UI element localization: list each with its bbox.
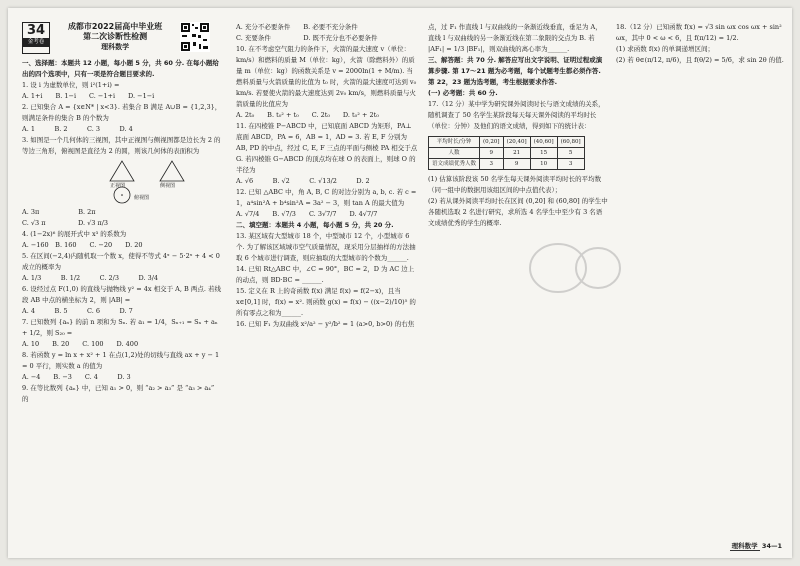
col2-line: C. 充要条件 D. 既不充分也不必要条件: [236, 34, 378, 42]
reading-stats-table: [428, 136, 585, 170]
volume-badge: [22, 22, 50, 54]
title-line-3: 理科数学: [101, 43, 130, 51]
badge-sub: 金考卷: [23, 38, 49, 47]
table-cell: (20,40]: [503, 137, 530, 148]
col1-line: A. −4 B. −3 C. 4 D. 3: [22, 373, 131, 381]
col1-line: A. −160 B. 160 C. −20 D. 20: [22, 241, 143, 249]
table-cell: (0,20]: [480, 137, 504, 148]
col1-line: 5. 在区间(−2,4)内随机取一个数 x，使得不等式 4ˣ − 5·2ˣ + 4 < 0 成立的概率为: [22, 252, 220, 271]
page-footer: [730, 541, 782, 550]
col1-line: A. 3π B. 2π: [22, 208, 96, 216]
top-view-center: [121, 194, 123, 196]
front-view-triangle: [110, 161, 134, 181]
table-row: [429, 148, 585, 159]
col3-line: (2) 若从课外阅读平均时长在区间 (0,20] 和 (60,80] 的学生中各随机选取 2 名进行研究，求所选 4 名学生中至少有 3 名语文成绩优秀的学生的概率.: [428, 197, 608, 227]
col1-line: 9. 在等比数列 {aₙ} 中，已知 a₁ > 0，则 “a₂ > a₃” 是 “a₃ > a₄” 的: [22, 384, 215, 403]
col2-line: A. √7/4 B. √7/3 C. 3√7/7 D. 4√7/7: [236, 210, 378, 218]
col3-line: 17.（12 分）某中学为研究课外阅读时长与语文成绩的关系，随机调查了 50 名学生某阶段每天每天课外阅读的平均时长（单位：分钟）及他们的语文成绩，得到如下的统计表：: [428, 100, 605, 130]
footer-subject: 理科数学: [731, 542, 758, 550]
exam-page: [8, 8, 792, 558]
table-cell: 3: [480, 159, 504, 170]
col1-line: 2. 已知集合 A = {x∈N* | x<3}. 若集合 B 满足 A∪B = {1,2,3}，则满足条件的集合 B 的个数为: [22, 103, 222, 122]
table-cell: 人数: [429, 148, 480, 159]
exam-header: [22, 22, 222, 54]
table-row: [429, 137, 585, 148]
col2-line: A. √6 B. √2 C. √13/2 D. 2: [236, 177, 370, 185]
column-1: [22, 22, 222, 405]
col1-line: 6. 设经过点 F(1,0) 的直线与抛物线 y² = 4x 相交于 A, B 两点. 若线段 AB 中点的横坐标为 2，则 |AB| =: [22, 285, 221, 304]
col2-line: 13. 某区域有大型城市 18 个，中型城市 12 个，小型城市 6 个. 为了解该区域城市空气质量情况，现采用分层抽样的方法抽取 6 个城市进行调查，则应抽取的大型城市的个数为______.: [236, 232, 416, 262]
col2-line: 16. 已知 F₁ 为双曲线 x²/a² − y²/b² = 1 (a>0, b>0) 的右焦: [236, 320, 415, 328]
col1-line: A. 10 B. 20 C. 100 D. 400: [22, 340, 139, 348]
column-3: [428, 22, 608, 229]
col2-line: A. 2t₀ B. t₀² + t₀ C. 2t₀ D. t₀² + 2t₀: [236, 111, 379, 119]
col2-line: 10. 在不考虑空气阻力的条件下，火箭的最大速度 v（单位：km/s）和燃料的质量 M（单位：kg），火箭（除燃料外）的质量 m（单位：kg）的函数关系是 v = 2000ln(1 + M/m). 当燃料质量与火箭质量的比值为 t₀ 时，火箭的最大速度可达到 v₀ km/s. 若要使火箭的最大速度达到 2v₀ km/s，则燃料质量与火箭质量的比值应为: [236, 45, 417, 108]
column-2: [236, 22, 418, 330]
table-cell: 21: [503, 148, 530, 159]
col1-line: 8. 若函数 y = ln x + x² + 1 在点(1,2)处的切线与直线 ax + y − 1 = 0 平行，则实数 a 的值为: [22, 351, 220, 370]
table-cell: 9: [503, 159, 530, 170]
table-cell: 10: [530, 159, 557, 170]
col1-line: 7. 已知数列 {aₙ} 的前 n 项和为 Sₙ. 若 a₁ = 1/4，Sₙ₊₁ = Sₙ + aₙ + 1/2，则 S₂₀ =: [22, 318, 218, 337]
col2-line: 14. 已知 Rt△ABC 中，∠C = 90°，BC = 2，D 为 AC 边上的动点，则 BD·BC = ______.: [236, 265, 415, 284]
col1-line: A. 1 B. 2 C. 3 D. 4: [22, 125, 133, 133]
col2-line: 二、填空题：本题共 4 小题，每小题 5 分，共 20 分.: [236, 221, 394, 229]
side-view-triangle: [160, 161, 184, 181]
table-cell: 3: [557, 159, 584, 170]
side-view-label: 侧视图: [160, 183, 176, 189]
exam-title: [56, 22, 174, 52]
three-view-figure: [22, 159, 222, 205]
col1-line: 3. 如图是一个几何体的三视图，其中正视图与侧视图都是边长为 2 的等边三角形，俯视图是直径为 2 的圆，则该几何体的表面积为: [22, 136, 221, 155]
col4-line: 18.（12 分）已知函数 f(x) = √3 sin ωx cos ωx + sin² ωx，其中 0 < ω < 6，且 f(π/12) = 1/2.: [616, 23, 782, 42]
table-cell: 9: [480, 148, 504, 159]
col1-line: 一、选择题：本题共 12 小题，每小题 5 分，共 60 分. 在每小题给出的四个选项中，只有一项是符合题目要求的.: [22, 59, 219, 78]
table-cell: (60,80]: [557, 137, 584, 148]
footer-page-number: 34—1: [761, 542, 782, 550]
title-line-2: 第二次诊断性检测: [83, 32, 148, 41]
col3-line: 三、解答题：共 70 分. 解答应写出文字说明、证明过程或演算步骤. 第 17～21 题为必考题，每个试题考生都必须作答. 第 22，23 题为选考题，考生根据要求作答.: [428, 56, 603, 86]
col4-line: (1) 求函数 f(x) 的单调递增区间；: [616, 45, 715, 53]
col4-line: (2) 若 θ∈(π/12, π/6)，且 f(θ/2) = 5/6，求 sin 2θ 的值.: [616, 56, 784, 64]
table-cell: 5: [557, 148, 584, 159]
qr-code-icon: [180, 22, 210, 52]
col3-line: (1) 估算该阶段该 50 名学生每天课外阅读平均时长的平均数（同一组中的数据用该组区间的中点值代表）；: [428, 175, 602, 194]
col2-line: A. 充分不必要条件 B. 必要不充分条件: [236, 23, 358, 31]
table-cell: 语文成绩优秀人数: [429, 159, 480, 170]
title-line-1: 成都市2022届高中毕业班: [67, 22, 163, 31]
col1-line: A. 1+i B. 1−i C. −1+i D. −1−i: [22, 92, 155, 100]
watermark-stamp-icon: [518, 238, 628, 298]
col2-line: 15. 定义在 R 上的奇函数 f(x) 满足 f(x) = f(2−x)，且当 x∈[0,1] 时，f(x) = x². 则函数 g(x) = f(x) − ((x−2)/10)⁵ 的所有零点之和为______.: [236, 287, 416, 317]
col3-line: (一) 必考题：共 60 分.: [428, 89, 498, 97]
table-cell: (40,60]: [530, 137, 557, 148]
col1-line: A. 4 B. 5 C. 6 D. 7: [22, 307, 133, 315]
top-view-label: 俯视图: [134, 195, 150, 201]
col2-line: 11. 在四棱锥 P−ABCD 中，已知底面 ABCD 为矩形，PA⊥底面 ABCD，PA = 6，AB = 1，AD = 3. 若 E, F 分别为 AB, PD 的中点，经过 C, E, F 三点的平面与侧棱 PA 相交于点 G. 若四棱锥 G−ABCD 的顶点均在球 O 的表面上，则球 O 的半径为: [236, 122, 418, 174]
table-row: [429, 159, 585, 170]
badge-number: 34: [26, 23, 46, 38]
table-cell: 15: [530, 148, 557, 159]
col3-line: 点，过 F₁ 作直线 l 与双曲线的一条渐近线垂直，垂足为 A，直线 l 与双曲线的另一条渐近线在第二象限的交点为 B. 若 |AF₁| = 1/3 |BF₁|，则双曲线的离心率为______.: [428, 23, 602, 53]
column-4: [616, 22, 784, 66]
col1-line: C. √3 π D. √3 π/3: [22, 219, 109, 227]
col1-line: A. 1/3 B. 1/2 C. 2/3 D. 3/4: [22, 274, 159, 282]
col1-line: 1. 设 i 为虚数单位，则 i²(1+i) =: [22, 81, 120, 89]
col2-line: 12. 已知 △ABC 中，角 A, B, C 的对边分别为 a, b, c. 若 c = 1，a⁴sin²A + b⁴sin²A = 3a² − 3，则 tan A 的最大值为: [236, 188, 417, 207]
table-cell: 平均时长/分钟: [429, 137, 480, 148]
col1-line: 4. (1−2x)⁶ 的展开式中 x³ 的系数为: [22, 230, 127, 238]
front-view-label: 正视图: [110, 183, 126, 189]
